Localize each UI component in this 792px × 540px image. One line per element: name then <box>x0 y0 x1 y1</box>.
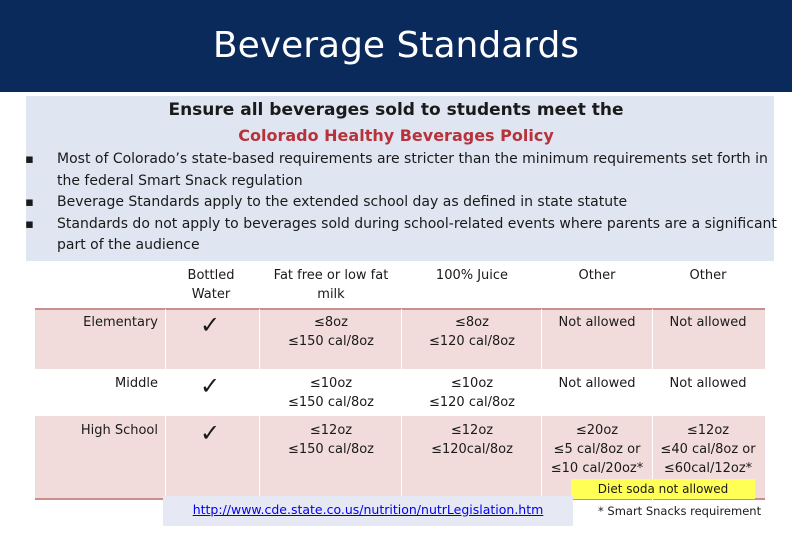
policy-name: Colorado Healthy Beverages Policy <box>238 126 554 145</box>
column-header-other: Other <box>578 268 616 283</box>
bullet-text: Beverage Standards apply to the extended school day as defined in state statute <box>57 194 628 210</box>
cell-line: ≤60cal/12oz* <box>663 461 753 476</box>
other-cell: Not allowed <box>669 376 747 391</box>
column-header-water: Bottled Water <box>187 268 235 302</box>
bullet-item <box>8 192 778 214</box>
legislation-link[interactable]: http://www.cde.state.co.us/nutrition/nutrLegislation.htm <box>192 502 544 517</box>
column-divider <box>652 309 653 500</box>
milk-cell <box>265 374 397 412</box>
other-cell <box>654 421 762 478</box>
checkmark-icon: ✓ <box>200 419 221 447</box>
other-cell: Not allowed <box>669 315 747 330</box>
cell-line: ≤120 cal/8oz <box>429 395 515 410</box>
column-divider <box>401 309 402 500</box>
checkmark-icon: ✓ <box>200 311 221 339</box>
cell-line: ≤120 cal/8oz <box>429 334 515 349</box>
other-cell: Not allowed <box>558 315 636 330</box>
cell-line: ≤12oz <box>450 423 494 438</box>
column-header-milk: Fat free or low fat milk <box>273 268 389 302</box>
juice-cell <box>407 313 537 351</box>
cell-line: ≤8oz <box>314 315 348 330</box>
cell-line: ≤10oz <box>450 376 494 391</box>
panel-heading: Ensure all beverages sold to students meet the <box>168 100 624 120</box>
bullet-item <box>8 214 778 257</box>
cell-line: ≤120cal/8oz <box>431 442 513 457</box>
juice-cell <box>407 421 537 459</box>
column-divider <box>541 309 542 500</box>
page-title: Beverage Standards <box>212 25 580 66</box>
column-divider <box>165 309 166 500</box>
cell-line: ≤10 cal/20oz* <box>550 461 644 476</box>
cell-line: ≤12oz <box>309 423 353 438</box>
bullet-item <box>8 149 778 192</box>
row-label-high-school: High School <box>80 423 158 438</box>
cell-line: ≤5 cal/8oz or <box>553 442 641 457</box>
other-cell: Not allowed <box>558 376 636 391</box>
bullet-text: Most of Colorado’s state-based requirements are stricter than the minimum requirements set forth in the federal Smart Snack regulation <box>57 151 768 189</box>
bullet-list <box>8 149 778 257</box>
column-divider <box>259 309 260 500</box>
milk-cell <box>265 313 397 351</box>
column-header-other: Other <box>689 268 727 283</box>
header-divider <box>35 308 765 310</box>
cell-line: ≤8oz <box>455 315 489 330</box>
column-header-juice: 100% Juice <box>435 268 509 283</box>
juice-cell <box>407 374 537 412</box>
milk-cell <box>265 421 397 459</box>
bullet-square-icon: ▪ <box>25 152 34 167</box>
bullet-text: Standards do not apply to beverages sold during school-related events where parents are a significant part of the audience <box>57 215 777 253</box>
cell-line: ≤10oz <box>309 376 353 391</box>
checkmark-icon: ✓ <box>200 372 221 400</box>
cell-line: ≤40 cal/8oz or <box>660 442 756 457</box>
diet-soda-note: Diet soda not allowed <box>597 482 729 496</box>
cell-line: ≤20oz <box>575 423 619 438</box>
cell-line: ≤150 cal/8oz <box>288 395 374 410</box>
row-label-elementary: Elementary <box>83 315 158 330</box>
smart-snacks-footnote: * Smart Snacks requirement <box>598 504 762 518</box>
cell-line: ≤12oz <box>686 423 730 438</box>
bullet-square-icon: ▪ <box>25 216 34 232</box>
cell-line: ≤150 cal/8oz <box>288 442 374 457</box>
cell-line: ≤150 cal/8oz <box>288 334 374 349</box>
row-label-middle: Middle <box>115 376 158 391</box>
other-cell <box>545 421 649 478</box>
bullet-square-icon: ▪ <box>25 195 34 210</box>
